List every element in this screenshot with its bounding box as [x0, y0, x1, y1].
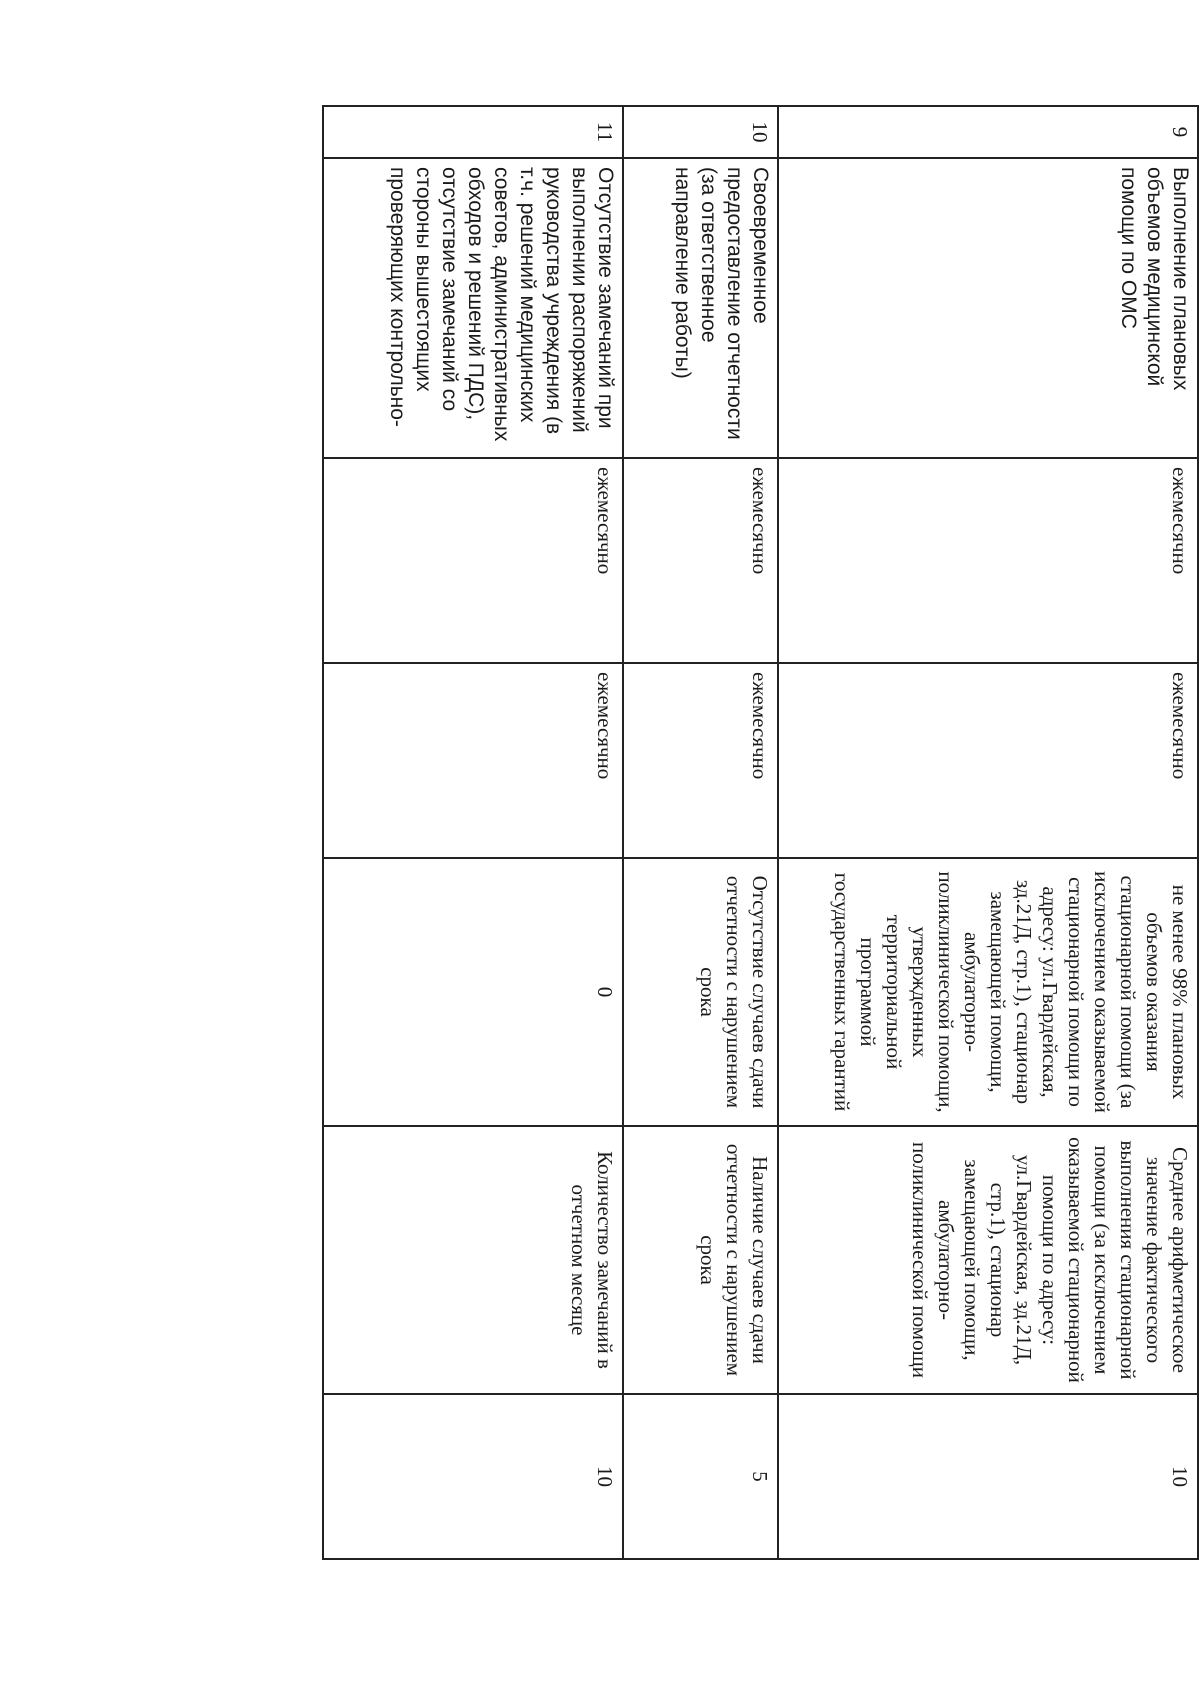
points-cell: 10 [323, 1394, 623, 1559]
table-row [323, 106, 623, 1559]
measure-cell: Среднее арифметическое значение фактического выполнения стационарной помощи (за исключением оказываемой стационарной помощи по адресу: ул.Гвардейская, зд.21Д, стр.1), стационар замещающей помощи, амбулаторно-поликлинической помощи [778, 1126, 1198, 1394]
points-cell: 10 [778, 1394, 1198, 1559]
indicator-cell: Отсутствие замечаний при выполнении распоряжений руководства учреждения (в т.ч. решений медицинских советов, административных обходов и решений ПДС), отсутствие замечаний со стороны вышестоящих проверяющих контрольно- [323, 158, 623, 458]
frequency-cell: ежемесячно [623, 663, 778, 858]
frequency-cell: ежемесячно [323, 663, 623, 858]
points-cell: 5 [623, 1394, 778, 1559]
criterion-cell: Отсутствие случаев сдачи отчетности с нарушением срока [623, 858, 778, 1126]
frequency-cell: ежемесячно [778, 663, 1198, 858]
indicator-cell: Своевременное предоставление отчетности (за ответственное направление работы) [623, 158, 778, 458]
frequency-cell: ежемесячно [323, 458, 623, 663]
frequency-cell: ежемесячно [623, 458, 778, 663]
row-number-cell: 10 [623, 106, 778, 158]
measure-cell: Количество замечаний в отчетном месяце [323, 1126, 623, 1394]
indicators-table [322, 105, 1199, 1560]
table-row [778, 106, 1198, 1559]
row-number-cell: 9 [778, 106, 1198, 158]
table-row [623, 106, 778, 1559]
frequency-cell: ежемесячно [778, 458, 1198, 663]
row-number-cell: 11 [323, 106, 623, 158]
criterion-cell: 0 [323, 858, 623, 1126]
criterion-cell: не менее 98% плановых объемов оказания стационарной помощи (за исключением оказываемой стационарной помощи по адресу: ул.Гвардейская, зд.21Д, стр.1), стационар замещающей помощи, амбулаторно-поликлинической помощи, утвержденных территориальной программой государственных гарантий [778, 858, 1198, 1126]
indicator-cell: Выполнение плановых объемов медицинской помощи по ОМС [778, 158, 1198, 458]
measure-cell: Наличие случаев сдачи отчетности с нарушением срока [623, 1126, 778, 1394]
